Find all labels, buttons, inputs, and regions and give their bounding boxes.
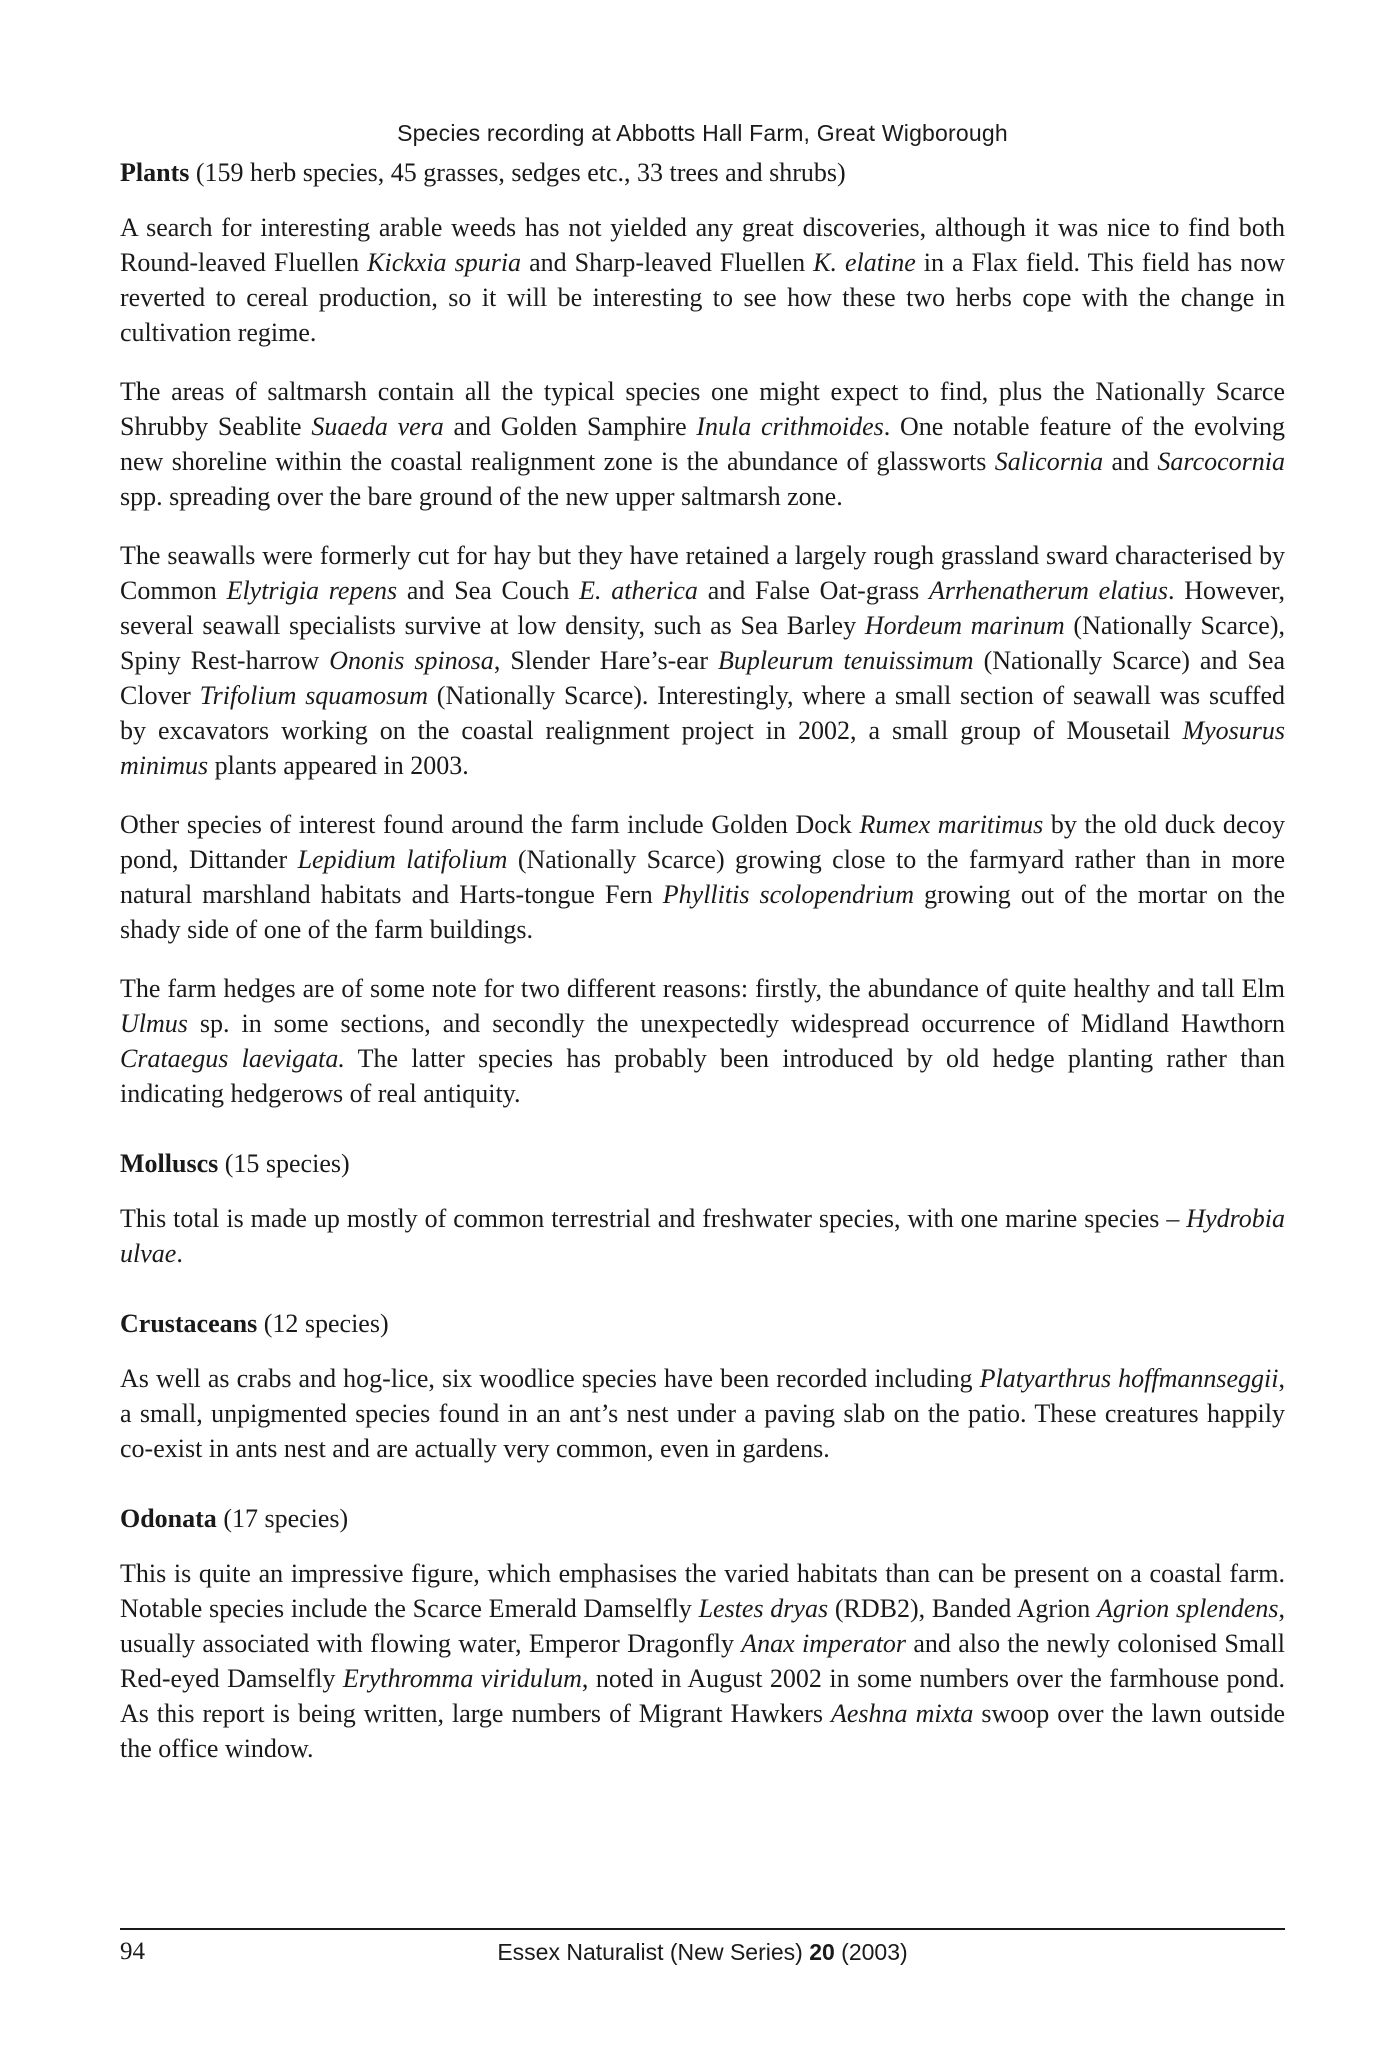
section-heading-molluscs <box>120 1147 1285 1181</box>
paragraph-odonata: This is quite an impressive figure, which emphasises the varied habitats than can be present on a coastal farm. Notable species include the Scarce Emerald Damselfly Lestes dryas (RDB2), Banded Agrion Agrion splendens, usually associated with flowing water, Emperor Dragonfly Anax imperator and also the newly colonised Small Red-eyed Damselfly Erythromma viridulum, noted in August 2002 in some numbers over the farmhouse pond. As this report is being written, large numbers of Migrant Hawkers Aeshna mixta swoop over the lawn outside the office window. <box>120 1559 1286 1763</box>
paragraph-molluscs: This total is made up mostly of common terrestrial and freshwater species, with one marine species – Hydrobia ulvae. <box>120 1204 1285 1268</box>
species-name: Aeshna mixta <box>831 1699 974 1728</box>
species-name: Rumex maritimus <box>859 810 1044 839</box>
journal-citation: Essex Naturalist (New Series) 20 (2003) <box>497 1939 908 1965</box>
page-footer <box>120 1934 1285 1970</box>
paragraph-saltmarsh: The areas of saltmarsh contain all the typical species one might expect to find, plus the Nationally Scarce Shrubby Seablite Suaeda vera and Golden Samphire Inula crithmoides. One notable feature of the evolving new shoreline within the coastal realignment zone is the abundance of glassworts Salicornia and Sarcocornia spp. spreading over the bare ground of the new upper saltmarsh zone. <box>120 377 1285 511</box>
species-name: Lestes dryas <box>698 1594 829 1623</box>
species-count: (15 species) <box>224 1149 350 1178</box>
species-name: Hydrobia ulvae <box>120 1204 1285 1268</box>
footer-rule <box>120 1928 1285 1930</box>
section-title: Plants <box>120 158 190 187</box>
species-name: Ulmus <box>120 1009 188 1038</box>
section-title: Odonata <box>120 1504 217 1533</box>
species-count: (17 species) <box>223 1504 349 1533</box>
species-name: Inula crithmoides <box>696 412 884 441</box>
species-name: Salicornia <box>994 447 1104 476</box>
paragraph-arable-weeds: A search for interesting arable weeds has not yielded any great discoveries, although it was nice to find both Round-leaved Fluellen Kickxia spuria and Sharp-leaved Fluellen K. elatine in a Flax field. This field has now reverted to cereal production, so it will be interesting to see how these two herbs cope with the change in cultivation regime. <box>120 213 1286 347</box>
section-heading-plants <box>120 156 1285 190</box>
species-name: Hordeum marinum <box>864 611 1065 640</box>
paragraph-hedges: The farm hedges are of some note for two different reasons: firstly, the abundance of quite healthy and tall Elm Ulmus sp. in some sections, and secondly the unexpectedly widespread occurrence of Midland Hawthorn Crataegus laevigata. The latter species has probably been introduced by old hedge planting rather than indicating hedgerows of real antiquity. <box>120 974 1285 1108</box>
species-name: Agrion splendens <box>1097 1594 1279 1623</box>
species-name: E. atherica <box>579 576 698 605</box>
species-name: Arrhenatherum elatius <box>929 576 1168 605</box>
species-name: Myosurus minimus <box>120 716 1285 780</box>
species-name: Bupleurum tenuissimum <box>718 646 974 675</box>
page-number: 94 <box>120 1938 145 1965</box>
species-count: (12 species) <box>263 1309 389 1338</box>
section-heading-crustaceans <box>120 1307 1285 1341</box>
paragraph-seawalls: The seawalls were formerly cut for hay but they have retained a largely rough grassland sward characterised by Common Elytrigia repens and Sea Couch E. atherica and False Oat-grass Arrhenatherum elatius. However, several seawall specialists survive at low density, such as Sea Barley Hordeum marinum (Nationally Scarce), Spiny Rest-harrow Ononis spinosa, Slender Hare’s-ear Bupleurum tenuissimum (Nationally Scarce) and Sea Clover Trifolium squamosum (Nationally Scarce). Interestingly, where a small section of seawall was scuffed by excavators working on the coastal realignment project in 2002, a small group of Mousetail Myosurus minimus plants appeared in 2003. <box>120 541 1286 780</box>
section-title: Molluscs <box>120 1149 219 1178</box>
section-heading-odonata <box>120 1502 1285 1536</box>
running-header: Species recording at Abbotts Hall Farm, Great Wigborough <box>397 120 1008 146</box>
species-count: (159 herb species, 45 grasses, sedges etc., 33 trees and shrubs) <box>195 158 846 187</box>
species-name: Ononis spinosa <box>329 646 494 675</box>
document-page <box>120 118 1285 2048</box>
volume-number: 20 <box>809 1939 835 1965</box>
species-name: Platyarthrus hoffmannseggii <box>979 1364 1279 1393</box>
section-title: Crustaceans <box>120 1309 258 1338</box>
species-name: Phyllitis scolopendrium <box>662 880 915 909</box>
species-name: Erythromma viridulum <box>342 1664 582 1693</box>
paragraph-other-species: Other species of interest found around the farm include Golden Dock Rumex maritimus by the old duck decoy pond, Dittander Lepidium latifolium (Nationally Scarce) growing close to the farmyard rather than in more natural marshland habitats and Harts-tongue Fern Phyllitis scolopendrium growing out of the mortar on the shady side of one of the farm buildings. <box>120 810 1285 944</box>
species-name: K. elatine <box>813 248 916 277</box>
paragraph-crustaceans: As well as crabs and hog-lice, six woodlice species have been recorded including Platyarthrus hoffmannseggii, a small, unpigmented species found in an ant’s nest under a paving slab on the patio. These creatures happily co-exist in ants nest and are actually very common, even in gardens. <box>120 1364 1285 1463</box>
species-name: Sarcocornia <box>1157 447 1285 476</box>
species-name: Kickxia spuria <box>367 248 522 277</box>
species-name: Suaeda vera <box>311 412 444 441</box>
species-name: Trifolium squamosum <box>199 681 428 710</box>
species-name: Elytrigia repens <box>226 576 398 605</box>
species-name: Anax imperator <box>741 1629 907 1658</box>
species-name: Lepidium latifolium <box>297 845 508 874</box>
species-name: Crataegus laevigata. <box>120 1044 345 1073</box>
